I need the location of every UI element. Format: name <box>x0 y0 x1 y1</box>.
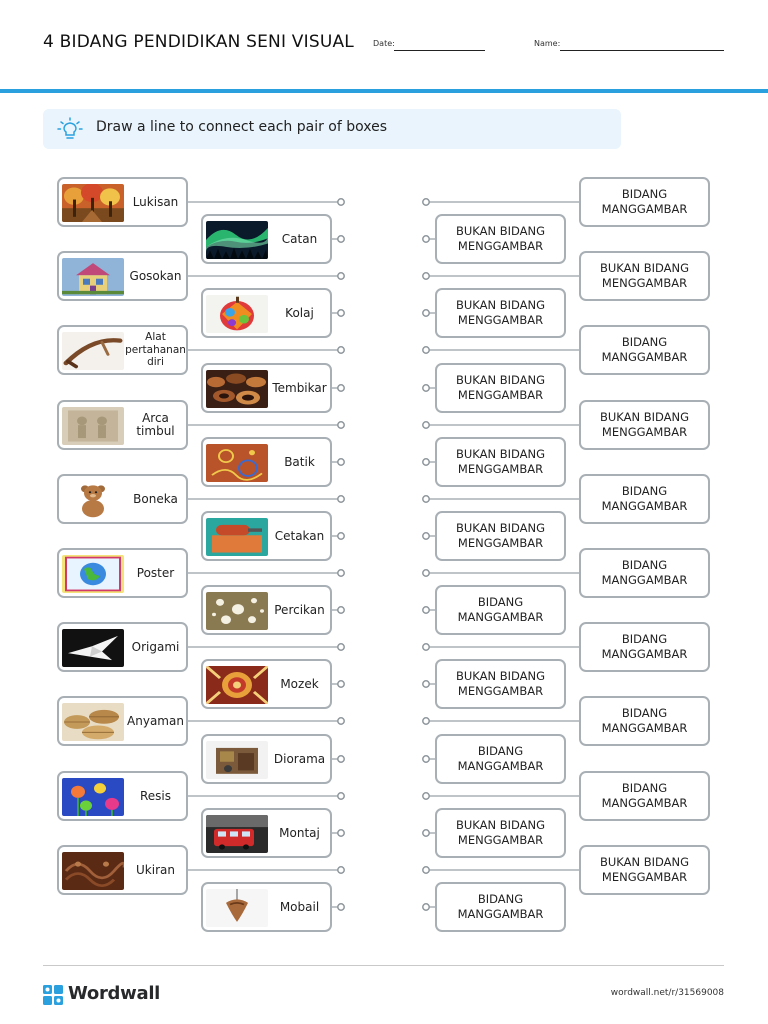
left-card-label: Boneka <box>133 492 178 506</box>
left-connector-dot[interactable] <box>338 496 344 502</box>
right-connector-dot[interactable] <box>423 236 429 242</box>
right-connector-dot[interactable] <box>423 496 429 502</box>
left-connector-dot[interactable] <box>338 385 344 391</box>
autumn-forest-painting-image <box>62 184 124 222</box>
left-card-15[interactable] <box>57 696 188 746</box>
paper-crane-image <box>62 629 124 667</box>
footer-url[interactable]: wordwall.net/r/31569008 <box>610 988 724 998</box>
right-card-label: BUKAN BIDANG MENGGAMBAR <box>599 261 690 290</box>
left-card-2[interactable] <box>201 214 332 264</box>
woven-baskets-image <box>62 703 124 741</box>
right-card-label: BIDANG MANGGAMBAR <box>601 632 688 661</box>
right-card-16[interactable] <box>435 734 566 784</box>
right-card-8[interactable] <box>435 437 566 487</box>
left-connector-dot[interactable] <box>338 347 344 353</box>
pottery-image <box>206 370 268 408</box>
right-connector-dot[interactable] <box>423 607 429 613</box>
right-card-label: BUKAN BIDANG MENGGAMBAR <box>455 224 546 253</box>
right-card-18[interactable] <box>435 808 566 858</box>
left-card-20[interactable] <box>201 882 332 932</box>
wordwall-logo: Wordwall <box>68 983 161 1004</box>
right-card-5[interactable] <box>579 325 710 375</box>
footer-divider <box>43 965 724 966</box>
left-card-label: Percikan <box>274 603 325 617</box>
left-connector-dot[interactable] <box>338 756 344 762</box>
right-card-label: BIDANG MANGGAMBAR <box>457 892 544 921</box>
left-connector-dot[interactable] <box>338 310 344 316</box>
right-card-label: BIDANG MANGGAMBAR <box>601 335 688 364</box>
right-card-19[interactable] <box>579 845 710 895</box>
mobile-sculpture-image <box>206 889 268 927</box>
right-card-label: BUKAN BIDANG MENGGAMBAR <box>455 373 546 402</box>
left-card-6[interactable] <box>201 363 332 413</box>
relief-carving-image <box>62 407 124 445</box>
left-connector-dot[interactable] <box>338 459 344 465</box>
left-card-19[interactable] <box>57 845 188 895</box>
right-card-label: BUKAN BIDANG MENGGAMBAR <box>455 818 546 847</box>
left-connector-dot[interactable] <box>338 644 344 650</box>
right-card-9[interactable] <box>579 474 710 524</box>
left-connector-dot[interactable] <box>338 533 344 539</box>
left-card-11[interactable] <box>57 548 188 598</box>
left-connector-dot[interactable] <box>338 830 344 836</box>
left-connector-dot[interactable] <box>338 718 344 724</box>
right-card-label: BUKAN BIDANG MENGGAMBAR <box>455 669 546 698</box>
right-connector-dot[interactable] <box>423 830 429 836</box>
mosaic-image <box>206 666 268 704</box>
wordwall-logo-icon <box>43 985 63 1009</box>
right-connector-dot[interactable] <box>423 310 429 316</box>
left-card-5[interactable] <box>57 325 188 375</box>
right-connector-dot[interactable] <box>423 422 429 428</box>
left-card-1[interactable] <box>57 177 188 227</box>
right-card-1[interactable] <box>579 177 710 227</box>
left-card-label: Ukiran <box>136 863 175 877</box>
apple-collage-image <box>206 295 268 333</box>
left-card-label: Origami <box>131 640 180 654</box>
right-card-4[interactable] <box>435 288 566 338</box>
right-card-10[interactable] <box>435 511 566 561</box>
earth-poster-image <box>62 555 124 593</box>
right-connector-dot[interactable] <box>423 459 429 465</box>
house-rubbing-image <box>62 258 124 296</box>
date-label: Date: <box>373 39 395 48</box>
left-card-label: Lukisan <box>132 195 179 209</box>
right-connector-dot[interactable] <box>423 273 429 279</box>
left-card-label: Kolaj <box>285 306 314 320</box>
right-connector-dot[interactable] <box>423 570 429 576</box>
left-connector-dot[interactable] <box>338 793 344 799</box>
right-card-20[interactable] <box>435 882 566 932</box>
right-card-14[interactable] <box>435 659 566 709</box>
right-connector-dot[interactable] <box>423 904 429 910</box>
left-card-label: Anyaman <box>127 714 184 728</box>
right-card-2[interactable] <box>435 214 566 264</box>
right-card-label: BIDANG MANGGAMBAR <box>601 706 688 735</box>
right-connector-dot[interactable] <box>423 718 429 724</box>
right-connector-dot[interactable] <box>423 347 429 353</box>
left-connector-dot[interactable] <box>338 570 344 576</box>
left-connector-dot[interactable] <box>338 236 344 242</box>
left-card-14[interactable] <box>201 659 332 709</box>
left-card-label: Cetakan <box>274 529 325 543</box>
left-card-label: Montaj <box>279 826 320 840</box>
left-card-4[interactable] <box>201 288 332 338</box>
right-card-12[interactable] <box>435 585 566 635</box>
right-connector-dot[interactable] <box>423 385 429 391</box>
right-connector-dot[interactable] <box>423 867 429 873</box>
instruction-text: Draw a line to connect each pair of boxes <box>96 119 388 135</box>
left-card-13[interactable] <box>57 622 188 672</box>
left-connector-dot[interactable] <box>338 422 344 428</box>
montage-bus-image <box>206 815 268 853</box>
left-connector-dot[interactable] <box>338 607 344 613</box>
right-connector-dot[interactable] <box>423 533 429 539</box>
left-card-label: Mozek <box>280 677 319 691</box>
wood-carving-image <box>62 852 124 890</box>
left-card-8[interactable] <box>201 437 332 487</box>
left-card-label: Catan <box>281 232 318 246</box>
printing-roller-image <box>206 518 268 556</box>
left-card-label: Arca timbul <box>136 411 175 438</box>
resist-flowers-image <box>62 778 124 816</box>
left-connector-dot[interactable] <box>338 199 344 205</box>
right-connector-dot[interactable] <box>423 644 429 650</box>
left-card-label: Poster <box>136 566 175 580</box>
teddy-bear-image <box>62 481 124 519</box>
northern-lights-painting-image <box>206 221 268 259</box>
right-card-7[interactable] <box>579 400 710 450</box>
left-card-label: Batik <box>284 455 315 469</box>
left-connector-dot[interactable] <box>338 681 344 687</box>
diorama-model-image <box>206 741 268 779</box>
right-connector-dot[interactable] <box>423 793 429 799</box>
left-card-label: Diorama <box>273 752 326 766</box>
left-card-10[interactable] <box>201 511 332 561</box>
left-card-7[interactable] <box>57 400 188 450</box>
batik-cloth-image <box>206 444 268 482</box>
right-card-label: BIDANG MANGGAMBAR <box>457 595 544 624</box>
left-card-17[interactable] <box>57 771 188 821</box>
left-connector-dot[interactable] <box>338 273 344 279</box>
splatter-art-image <box>206 592 268 630</box>
right-card-label: BIDANG MANGGAMBAR <box>601 781 688 810</box>
left-card-label: Resis <box>139 789 172 803</box>
left-card-3[interactable] <box>57 251 188 301</box>
right-connector-dot[interactable] <box>423 681 429 687</box>
right-card-11[interactable] <box>579 548 710 598</box>
left-card-12[interactable] <box>201 585 332 635</box>
left-card-16[interactable] <box>201 734 332 784</box>
wooden-weapon-image <box>62 332 124 370</box>
right-connector-dot[interactable] <box>423 756 429 762</box>
name-label: Name: <box>534 39 561 48</box>
left-card-label: Gosokan <box>129 269 182 283</box>
left-card-9[interactable] <box>57 474 188 524</box>
right-card-label: BUKAN BIDANG MENGGAMBAR <box>455 521 546 550</box>
right-card-label: BIDANG MANGGAMBAR <box>601 187 688 216</box>
right-card-17[interactable] <box>579 771 710 821</box>
right-card-13[interactable] <box>579 622 710 672</box>
left-card-18[interactable] <box>201 808 332 858</box>
page-title: 4 BIDANG PENDIDIKAN SENI VISUAL <box>43 32 354 52</box>
right-card-label: BUKAN BIDANG MENGGAMBAR <box>599 410 690 439</box>
left-card-label: Tembikar <box>272 381 327 395</box>
right-card-label: BIDANG MANGGAMBAR <box>601 484 688 513</box>
right-card-label: BIDANG MANGGAMBAR <box>601 558 688 587</box>
right-connector-dot[interactable] <box>423 199 429 205</box>
right-card-3[interactable] <box>579 251 710 301</box>
left-card-label: Alat pertahanan diri <box>125 331 186 368</box>
left-connector-dot[interactable] <box>338 904 344 910</box>
right-card-15[interactable] <box>579 696 710 746</box>
left-card-label: Mobail <box>279 900 320 914</box>
right-card-label: BUKAN BIDANG MENGGAMBAR <box>455 298 546 327</box>
right-card-label: BIDANG MANGGAMBAR <box>457 744 544 773</box>
right-card-6[interactable] <box>435 363 566 413</box>
right-card-label: BUKAN BIDANG MENGGAMBAR <box>599 855 690 884</box>
right-card-label: BUKAN BIDANG MENGGAMBAR <box>455 447 546 476</box>
left-connector-dot[interactable] <box>338 867 344 873</box>
